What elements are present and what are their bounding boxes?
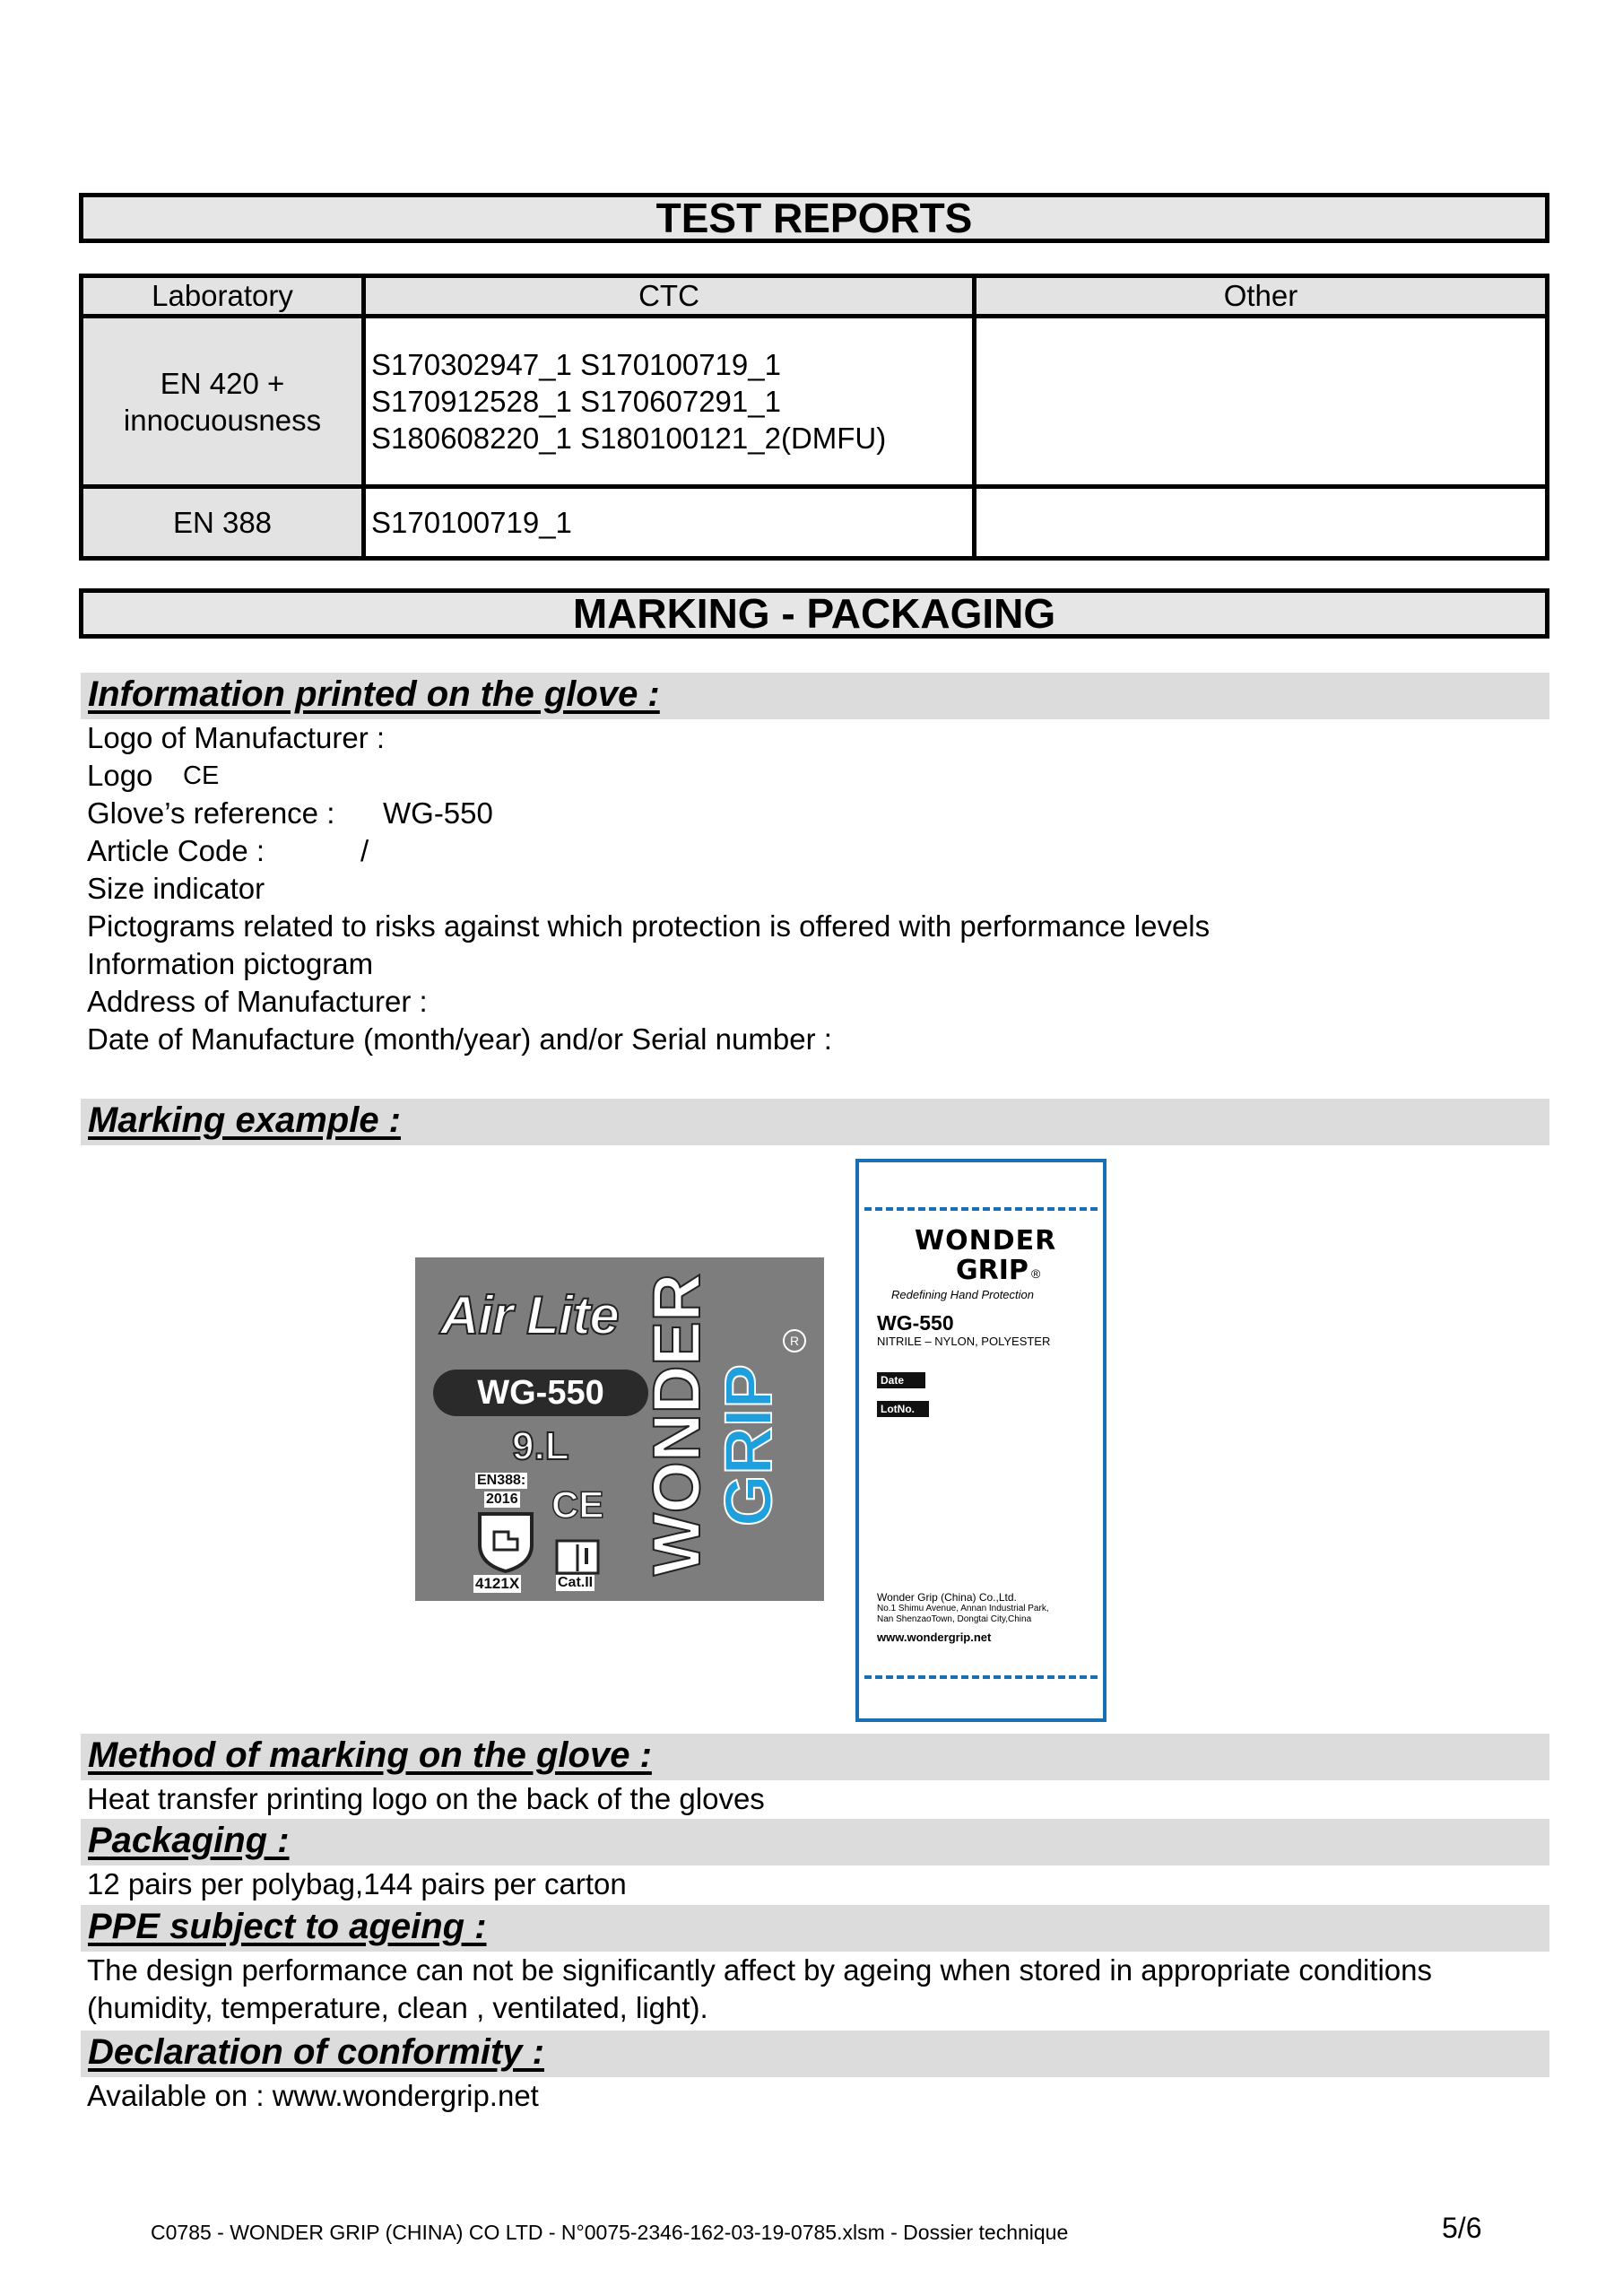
sewn-brand-1: WONDER — [915, 1225, 1057, 1257]
declaration-text: Available on : www.wondergrip.net — [87, 2079, 539, 2112]
ctc-cell: S170100719_1 — [364, 487, 975, 559]
ageing-bar — [81, 1905, 1549, 1952]
report-ref: S180608220_1 S180100121_2(DMFU) — [371, 422, 887, 455]
category-label: Cat.II — [558, 1575, 594, 1590]
table-header-row — [82, 276, 1548, 317]
model-pill: WG-550 — [433, 1370, 648, 1416]
sewn-label-image — [855, 1159, 1107, 1722]
label-dash-top — [864, 1207, 1098, 1211]
sewn-address-1: No.1 Shimu Avenue, Annan Industrial Park, — [877, 1604, 1049, 1613]
info-line: Date of Manufacture (month/year) and/or Serial number : — [87, 1022, 832, 1056]
info-line: Information pictogram — [87, 947, 374, 980]
lab-cell: EN 388 — [82, 487, 364, 559]
sewn-lot-label: LotNo. — [877, 1401, 929, 1417]
sewn-brand-2: GRIP — [956, 1255, 1028, 1286]
info-line: Pictograms related to risks against which protection is offered with performance levels — [87, 909, 1211, 943]
footer-text: C0785 - WONDER GRIP (CHINA) CO LTD - N°0075-2346-162-03-19-0785.xlsm - Dossier technique — [151, 2221, 1069, 2244]
page-number: 5/6 — [1442, 2212, 1482, 2244]
sewn-date-label: Date — [877, 1372, 925, 1388]
column-header-ctc: CTC — [364, 276, 975, 317]
sewn-tagline: Redefining Hand Protection — [891, 1288, 1034, 1301]
marking-example-heading: Marking example : — [88, 1100, 402, 1140]
en388-label: EN388: — [477, 1473, 526, 1488]
table-row — [82, 487, 1548, 559]
info-printed-heading: Information printed on the glove : — [88, 674, 660, 714]
info-line: Glove’s reference : — [87, 796, 335, 830]
ce-logo-icon: CE — [551, 1483, 604, 1526]
registered-icon: R — [783, 1329, 806, 1352]
glove-reference-value: WG-550 — [383, 796, 493, 830]
info-line: Address of Manufacturer : — [87, 985, 428, 1018]
lab-cell — [82, 317, 364, 487]
lab-label: EN 420 + — [160, 366, 285, 400]
grip-logo-text: GRIP — [711, 1364, 785, 1526]
declaration-heading: Declaration of conformity : — [88, 2032, 544, 2072]
marking-packaging-title: MARKING - PACKAGING — [79, 588, 1549, 639]
size-text: 9.L — [512, 1424, 569, 1468]
report-ref: S170912528_1 S170607291_1 — [371, 385, 781, 418]
hammer-shield-icon — [476, 1510, 535, 1573]
report-ref: S170302947_1 S170100719_1 — [371, 348, 781, 381]
heat-transfer-label-image — [415, 1257, 824, 1601]
sewn-registered-icon: ® — [1031, 1266, 1041, 1281]
info-line: Logo of Manufacturer : — [87, 721, 386, 754]
packaging-bar — [81, 1819, 1549, 1866]
sewn-material: NITRILE – NYLON, POLYESTER — [877, 1335, 1051, 1348]
test-reports-title: TEST REPORTS — [79, 193, 1549, 243]
info-printed-bar — [81, 673, 1549, 719]
column-header-other: Other — [975, 276, 1548, 317]
declaration-bar — [81, 2031, 1549, 2077]
info-line: Article Code : — [87, 834, 265, 867]
method-heading: Method of marking on the glove : — [88, 1735, 652, 1775]
test-reports-table — [79, 274, 1549, 561]
article-code-value: / — [360, 834, 369, 867]
sewn-company: Wonder Grip (China) Co.,Ltd. — [877, 1591, 1017, 1604]
sewn-website: www.wondergrip.net — [877, 1631, 992, 1644]
wonder-logo-text: WONDER — [639, 1273, 714, 1576]
air-lite-text: Air Lite — [440, 1285, 619, 1345]
other-cell — [975, 317, 1548, 487]
ageing-text: The design performance can not be significantly affect by ageing when stored in appropriate conditions — [87, 1953, 1432, 1987]
info-line: Logo — [87, 759, 153, 792]
packaging-heading: Packaging : — [88, 1821, 290, 1860]
label-dash-bottom — [864, 1675, 1098, 1679]
ce-mark-icon: CE — [183, 761, 220, 790]
sewn-model: WG-550 — [877, 1311, 954, 1335]
ctc-cell — [364, 317, 975, 487]
other-cell — [975, 487, 1548, 559]
packaging-text: 12 pairs per polybag,144 pairs per carton — [87, 1867, 627, 1900]
column-header-laboratory: Laboratory — [82, 276, 364, 317]
lab-label: innocuousness — [123, 403, 322, 437]
ageing-text: (humidity, temperature, clean , ventilated, light). — [87, 1991, 708, 2024]
table-row — [82, 317, 1548, 487]
method-bar — [81, 1734, 1549, 1780]
info-line: Size indicator — [87, 872, 265, 905]
info-book-icon — [555, 1539, 600, 1575]
method-text: Heat transfer printing logo on the back of the gloves — [87, 1782, 765, 1815]
en388-year: 2016 — [486, 1492, 518, 1507]
ageing-heading: PPE subject to ageing : — [88, 1907, 487, 1946]
sewn-address-2: Nan ShenzaoTown, Dongtai City,China — [877, 1614, 1032, 1624]
marking-example-bar — [81, 1099, 1549, 1145]
en388-code: 4121X — [475, 1575, 520, 1592]
